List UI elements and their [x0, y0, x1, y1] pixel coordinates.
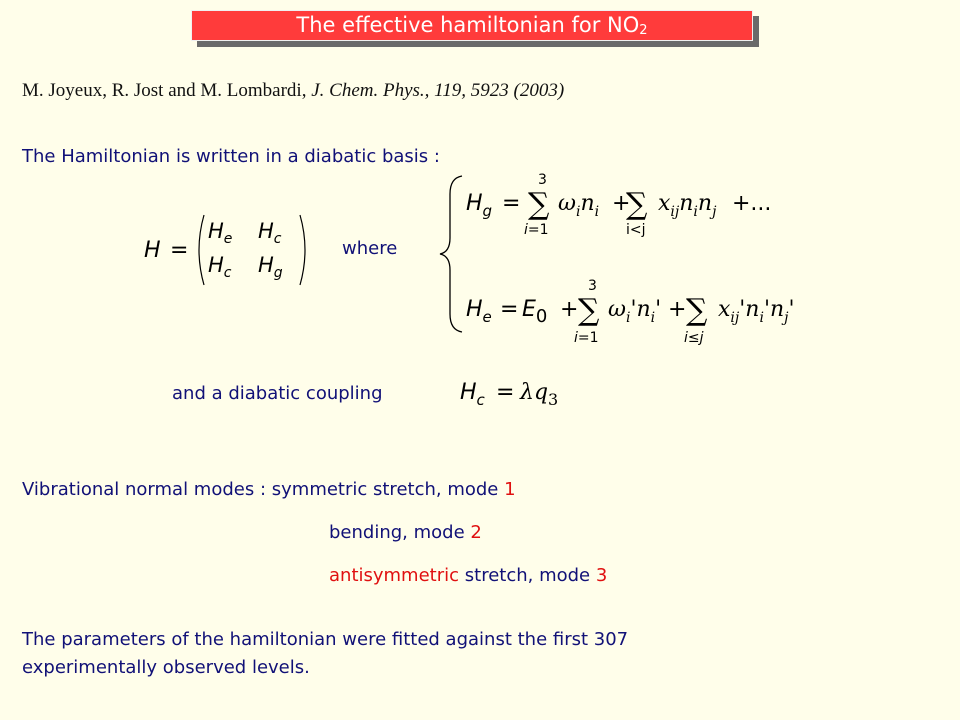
svg-text:+: +: [612, 191, 631, 216]
svg-text:He: $H_e$: [466, 297, 492, 326]
mode1-text: symmetric stretch, mode: [271, 479, 499, 500]
matrix-right-paren: [300, 215, 305, 285]
svg-text:∑: ∑: [686, 293, 708, 328]
matrix-equals: =: [170, 238, 189, 263]
where-label: where: [342, 238, 398, 259]
modes-line-2: [329, 522, 482, 543]
svg-text:E0: $E_0$: [522, 297, 548, 327]
conclusion-line-1: The parameters of the hamiltonian were fitted against the first 307: [22, 629, 629, 650]
hg-equation-svg: [462, 166, 772, 241]
modes-line-1: [22, 479, 516, 500]
svg-text:+: +: [560, 297, 579, 322]
mode2-text: bending, mode: [329, 522, 465, 543]
svg-text:+: +: [668, 297, 687, 322]
svg-text:λq3: $\lambda q_3$: [520, 380, 559, 409]
hamiltonian-matrix: [140, 205, 320, 295]
matrix-a22: $H_g$: [258, 253, 283, 281]
matrix-a11: $H_e$: [208, 219, 233, 247]
modes-line-3: [329, 565, 607, 586]
matrix-a12: $H_c$: [258, 219, 282, 247]
svg-text:i=1: i=1: [524, 222, 549, 238]
svg-text:xijninj: $x_{ij}n_in_j$: [658, 191, 717, 220]
svg-text:3: 3: [588, 278, 597, 294]
svg-text:=: =: [502, 191, 521, 216]
svg-text:3: 3: [538, 172, 547, 188]
page-title: [191, 10, 753, 41]
mode3-text: stretch, mode: [464, 565, 591, 586]
citation: [22, 80, 564, 102]
svg-text:i=1: i=1: [574, 330, 599, 346]
citation-journal: J. Chem. Phys., 119,: [311, 80, 467, 101]
hg-equation: [462, 166, 772, 241]
svg-text:∑: ∑: [626, 187, 648, 222]
mode3-number: 3: [595, 565, 608, 586]
svg-text:ωini: $\omega_in_i$: [558, 191, 600, 220]
coupling-equation-svg: [456, 372, 566, 412]
matrix-lhs: H: [144, 238, 161, 263]
conclusion-line-2: experimentally observed levels.: [22, 657, 310, 678]
matrix-a21: $H_c$: [208, 253, 232, 281]
coupling-label: and a diabatic coupling: [172, 383, 383, 404]
title-text: The effective hamiltonian for NO: [296, 13, 640, 37]
mode1-number: 1: [504, 479, 516, 500]
coupling-equation: [456, 372, 566, 412]
matrix-equation: [140, 205, 320, 295]
he-equation-svg: [462, 272, 802, 352]
matrix-left-paren: [199, 215, 204, 285]
svg-text:i≤j: i≤j: [684, 330, 704, 346]
citation-authors: M. Joyeux, R. Jost and M. Lombardi,: [22, 80, 307, 101]
svg-text:Hc: $H_c$: [460, 380, 485, 409]
svg-text:=: =: [496, 380, 515, 405]
mode3-prefix: antisymmetric: [329, 565, 460, 586]
svg-text:Hg: $H_g$: [466, 191, 493, 220]
modes-intro: Vibrational normal modes :: [22, 479, 267, 500]
svg-text:ωi'ni': $\omega_i'n_i'$: [608, 297, 662, 326]
title-subscript: 2: [639, 23, 648, 38]
svg-text:∑: ∑: [528, 187, 550, 222]
svg-text:i<j: i<j: [626, 222, 646, 238]
intro-text: The Hamiltonian is written in a diabatic basis :: [22, 146, 440, 167]
svg-text:∑: ∑: [578, 293, 600, 328]
svg-text:+...: +...: [732, 191, 772, 216]
mode2-number: 2: [470, 522, 482, 543]
svg-text:xij'ni'nj': $x_{ij}'n_i'n_j'$: [718, 297, 795, 326]
citation-details: 5923 (2003): [470, 80, 565, 101]
he-equation: [462, 272, 802, 352]
svg-text:=: =: [500, 297, 519, 322]
